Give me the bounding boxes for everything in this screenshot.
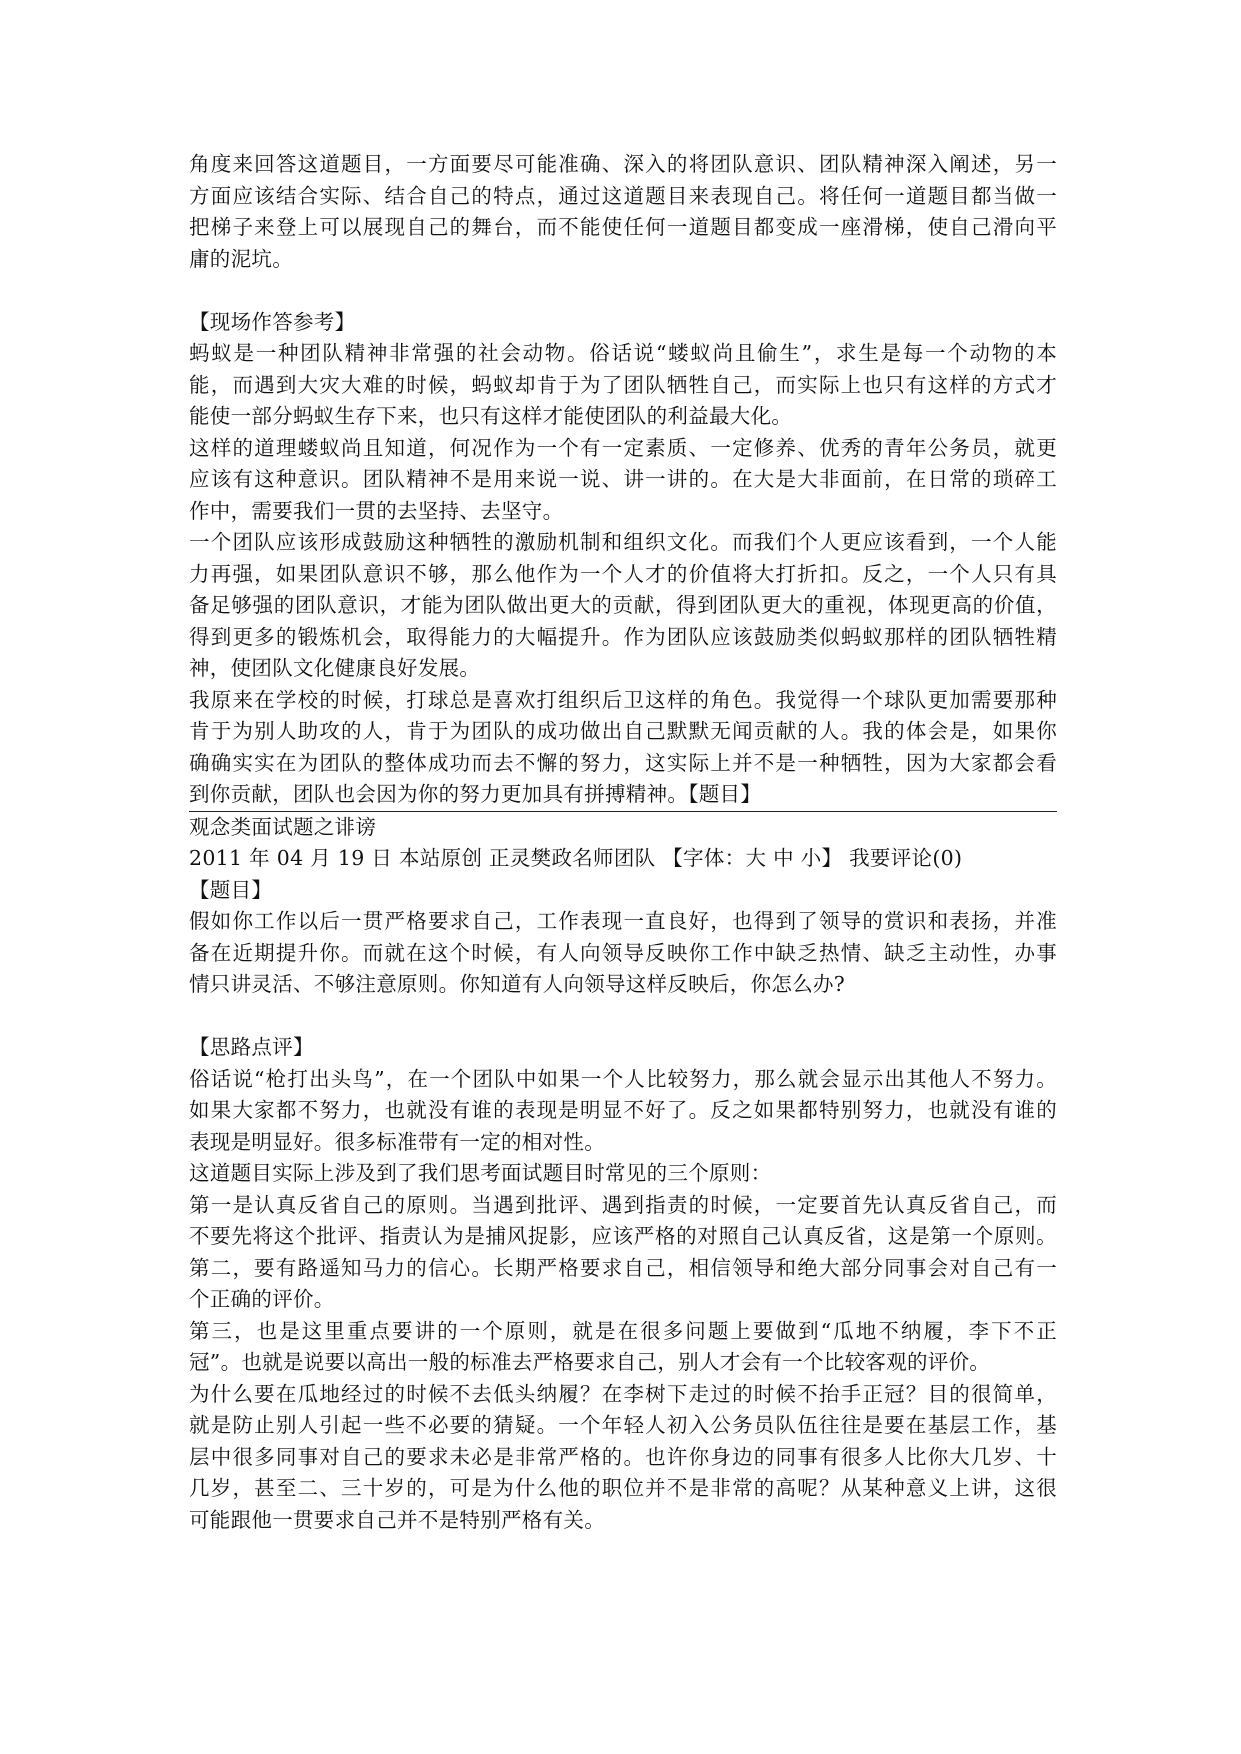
question-body xyxy=(189,906,1057,1001)
text-line: 个正确的评价。 xyxy=(189,1287,335,1311)
comment-heading: 【思路点评】 xyxy=(189,1035,314,1059)
text-line: 表现是明显好。很多标准带有一定的相对性。 xyxy=(189,1129,605,1154)
text-line: 肯于为别人助攻的人，肯于为团队的成功做出自己默默无闻贡献的人。我的体会是，如果你 xyxy=(189,719,1057,743)
text-line: 备在近期提升你。而就在这个时候，有人向领导反映你工作中缺乏热情、缺乏主动性，办事 xyxy=(189,940,1057,965)
text-line: 俗话说“枪打出头鸟”，在一个团队中如果一个人比较努力，那么就会显示出其他人不努力。 xyxy=(189,1066,1057,1091)
document-page xyxy=(189,149,1057,1536)
article-title: 观念类面试题之诽谤 xyxy=(189,814,377,839)
text-line: 得到更多的锻炼机会，取得能力的大幅提升。作为团队应该鼓励类似蚂蚁那样的团队牺牲精 xyxy=(189,624,1057,649)
text-line: 层中很多同事对自己的要求未必是非常严格的。也许你身边的同事有很多人比你大几岁、十 xyxy=(189,1444,1057,1469)
blank-line xyxy=(189,275,1057,307)
text-line: 冠”。也就是说要以高出一般的标准去严格要求自己，别人才会有一个比较客观的评价。 xyxy=(189,1350,991,1374)
text-line: 力再强，如果团队意识不够，那么他作为一个人才的价值将大打折扣。反之，一个人只有具 xyxy=(189,561,1057,586)
text-line: 能使一部分蚂蚁生存下来，也只有这样才能使团队的利益最大化。 xyxy=(189,404,793,428)
text-line: 作中，需要我们一贯的去坚持、去坚守。 xyxy=(189,498,564,523)
intro-paragraph xyxy=(189,149,1057,275)
text-line: 神，使团队文化健康良好发展。 xyxy=(189,656,481,680)
text-line: 方面应该结合实际、结合自己的特点，通过这道题目来表现自己。将任何一道题目都当做一 xyxy=(189,183,1057,208)
text-line: 第三，也是这里重点要讲的一个原则，就是在很多问题上要做到“瓜地不纳履，李下不正 xyxy=(189,1318,1057,1343)
text-line: 就是防止别人引起一些不必要的猜疑。一个年轻人初入公务员队伍往往是要在基层工作，基 xyxy=(189,1413,1057,1437)
blank-line xyxy=(189,1001,1057,1033)
text-line: 庸的泥坑。 xyxy=(189,246,293,271)
answer-heading: 【现场作答参考】 xyxy=(189,309,356,334)
text-line: 蚂蚁是一种团队精神非常强的社会动物。俗话说“蝼蚁尚且偷生”，求生是每一个动物的本 xyxy=(189,341,1057,365)
text-line: 一个团队应该形成鼓励这种牺牲的激励机制和组织文化。而我们个人更应该看到，一个人能 xyxy=(189,530,1057,554)
text-line: 能，而遇到大灾大难的时候，蚂蚁却肯于为了团队牺牲自己，而实际上也只有这样的方式才 xyxy=(189,372,1057,397)
text-line: 假如你工作以后一贯严格要求自己，工作表现一直良好，也得到了领导的赏识和表扬，并准 xyxy=(189,909,1057,933)
text-line: 为什么要在瓜地经过的时候不去低头纳履？在李树下走过的时候不抬手正冠？目的很简单， xyxy=(189,1381,1057,1406)
text-line: 备足够强的团队意识，才能为团队做出更大的贡献，得到团队更大的重视，体现更高的价值， xyxy=(189,593,1057,617)
question-heading: 【题目】 xyxy=(189,877,273,902)
text-line: 几岁，甚至二、三十岁的，可是为什么他的职位并不是非常的高呢？从某种意义上讲，这很 xyxy=(189,1476,1057,1500)
text-line: 第二，要有路遥知马力的信心。长期严格要求自己，相信领导和绝大部分同事会对自己有一 xyxy=(189,1255,1057,1280)
text-line: 应该有这种意识。团队精神不是用来说一说、讲一讲的。在大是大非面前，在日常的琐碎工 xyxy=(189,467,1057,491)
text-line: 这道题目实际上涉及到了我们思考面试题目时常见的三个原则： xyxy=(189,1161,772,1185)
text-line: 把梯子来登上可以展现自己的舞台，而不能使任何一道题目都变成一座滑梯，使自己滑向平 xyxy=(189,215,1057,239)
text-line: 如果大家都不努力，也就没有谁的表现是明显不好了。反之如果都特别努力，也就没有谁的 xyxy=(189,1098,1057,1122)
answer-body xyxy=(189,338,1057,811)
text-line: 这样的道理蝼蚁尚且知道，何况作为一个有一定素质、一定修养、优秀的青年公务员，就更 xyxy=(189,435,1057,460)
text-line: 可能跟他一贯要求自己并不是特别严格有关。 xyxy=(189,1507,605,1532)
text-line: 到你贡献，团队也会因为你的努力更加具有拼搏精神。【题目】 xyxy=(189,782,762,806)
comment-body xyxy=(189,1064,1057,1537)
text-line: 确确实实在为团队的整体成功而去不懈的努力，这实际上并不是一种牺牲，因为大家都会看 xyxy=(189,750,1057,775)
text-line: 不要先将这个批评、指责认为是捕风捉影，应该严格的对照自己认真反省，这是第一个原则。 xyxy=(189,1224,1057,1248)
text-line: 情只讲灵活、不够注意原则。你知道有人向领导这样反映后，你怎么办? xyxy=(189,972,846,996)
text-line: 我原来在学校的时候，打球总是喜欢打组织后卫这样的角色。我觉得一个球队更加需要那种 xyxy=(189,687,1057,712)
text-line: 角度来回答这道题目，一方面要尽可能准确、深入的将团队意识、团队精神深入阐述，另一 xyxy=(189,152,1057,176)
text-line: 第一是认真反省自己的原则。当遇到批评、遇到指责的时候，一定要首先认真反省自己，而 xyxy=(189,1192,1057,1217)
article-meta: 2011 年 04 月 19 日 本站原创 正灵樊政名师团队 【字体：大 中 小】 我要评论(0) xyxy=(189,846,963,870)
